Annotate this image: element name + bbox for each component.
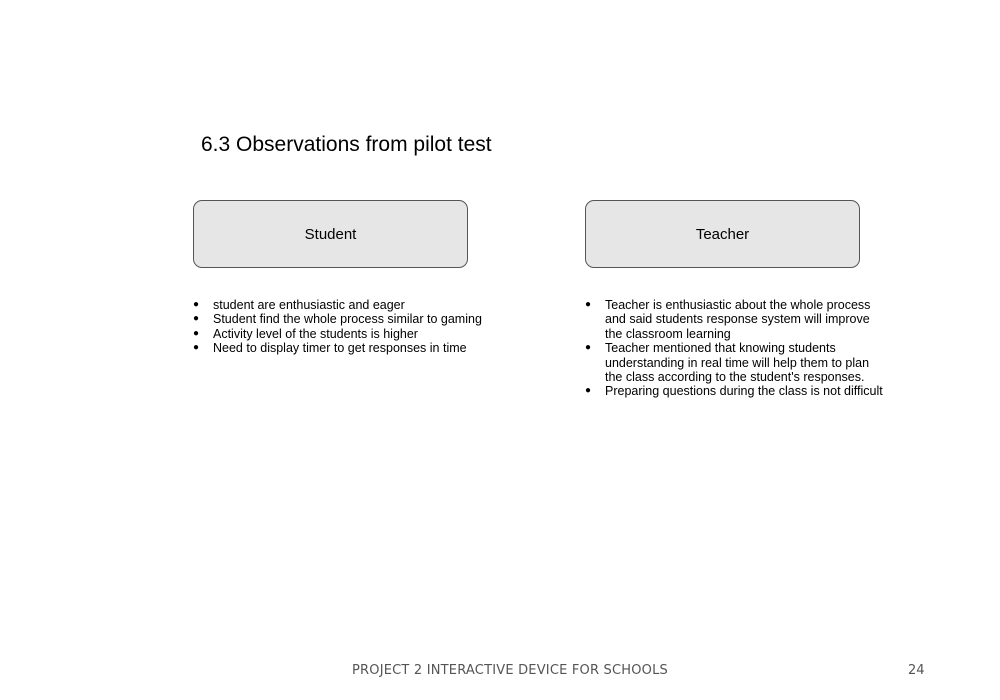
footer-project-title: PROJECT 2 INTERACTIVE DEVICE FOR SCHOOLS [352, 663, 668, 678]
student-box-label: Student [304, 225, 357, 243]
list-item [585, 298, 885, 341]
bullet-icon: ● [193, 342, 200, 354]
list-item-text: Student find the whole process similar to gaming [213, 312, 482, 327]
list-item [193, 341, 513, 355]
bullet-icon: ● [585, 299, 592, 310]
list-item-text: Preparing questions during the class is not difficult [605, 384, 883, 399]
bullet-icon: ● [193, 313, 200, 325]
list-item [193, 312, 513, 326]
page-number: 24 [908, 663, 925, 678]
teacher-box [585, 200, 860, 268]
teacher-observation-list [585, 298, 885, 399]
list-item-text: Activity level of the students is higher [213, 326, 418, 341]
list-item-text: Teacher mentioned that knowing students understanding in real time will help them to plan the class according to the student's responses. [605, 341, 870, 385]
list-item [585, 341, 885, 384]
bullet-icon: ● [585, 342, 592, 354]
teacher-box-label: Teacher [695, 225, 750, 243]
list-item [193, 327, 513, 341]
bullet-icon: ● [193, 327, 200, 339]
section-title: 6.3 Observations from pilot test [201, 133, 492, 156]
student-observation-list [193, 298, 513, 356]
bullet-icon: ● [193, 299, 200, 310]
list-item-text: Need to display timer to get responses in time [213, 341, 467, 356]
list-item [585, 384, 885, 398]
list-item-text: student are enthusiastic and eager [213, 298, 405, 312]
list-item [193, 298, 513, 312]
student-box [193, 200, 468, 268]
list-item-text: Teacher is enthusiastic about the whole process and said students response system will improve the classroom learning [605, 298, 871, 341]
bullet-icon: ● [585, 385, 592, 397]
